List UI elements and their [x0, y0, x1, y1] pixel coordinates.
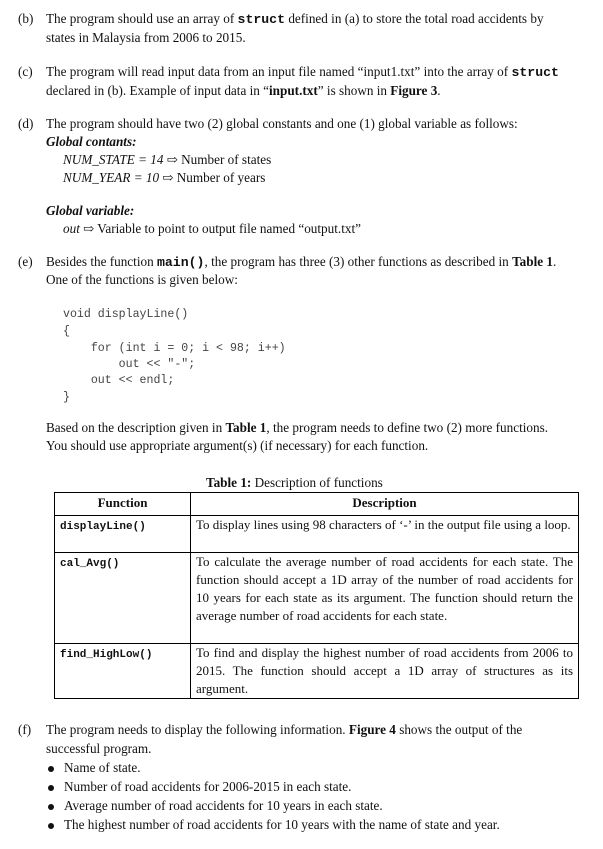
list-item: Average number of road accidents for 10 years in each state. [64, 798, 383, 813]
const-num-year: NUM_YEAR = 10 ⇨ Number of years [63, 170, 266, 185]
function-name: cal_Avg() [55, 553, 191, 644]
item-e-para1: Based on the description given in Table 1, the program needs to define two (2) more functions. [46, 420, 549, 435]
function-description: To display lines using 98 characters of ‘-’ in the output file using a loop. [191, 516, 579, 553]
item-b-line2: states in Malaysia from 2006 to 2015. [46, 30, 246, 45]
item-b-marker: (b) [18, 11, 34, 26]
bullet-icon [48, 766, 54, 772]
item-d-marker: (d) [18, 116, 34, 131]
item-c-marker: (c) [18, 64, 33, 79]
code-line: void displayLine() [63, 308, 189, 321]
arrow-right-icon: ⇨ [83, 221, 95, 236]
list-item: The highest number of road accidents for 10 years with the name of state and year. [64, 817, 500, 832]
struct-keyword: struct [511, 65, 559, 80]
code-line: out << "-"; [63, 358, 196, 371]
table-1-ref: Table 1 [225, 420, 267, 435]
bullet-icon [48, 804, 54, 810]
item-f-line2: successful program. [46, 741, 152, 756]
item-b-line1: The program should use an array of struct defined in (a) to store the total road accidents by [46, 11, 544, 27]
function-name: find_HighLow() [55, 644, 191, 699]
item-e-para2: You should use appropriate argument(s) (if necessary) for each function. [46, 438, 429, 453]
code-line: out << endl; [63, 374, 175, 387]
item-f-marker: (f) [18, 722, 32, 737]
input-filename: input.txt [269, 83, 318, 98]
item-d-line1: The program should have two (2) global constants and one (1) global variable as follows: [46, 116, 518, 131]
table-caption: Table 1: Description of functions [206, 475, 383, 490]
table-row [55, 516, 579, 553]
table-row [55, 553, 579, 644]
table-1-ref: Table 1 [512, 254, 553, 269]
arrow-right-icon: ⇨ [166, 152, 178, 167]
function-name: displayLine() [55, 516, 191, 553]
const-num-state: NUM_STATE = 14 ⇨ Number of states [63, 152, 272, 167]
header-function: Function [55, 493, 191, 516]
main-function: main() [156, 255, 205, 270]
code-line: { [63, 325, 70, 338]
functions-table [54, 492, 579, 699]
arrow-right-icon: ⇨ [162, 170, 174, 185]
item-e-line2: One of the functions is given below: [46, 272, 238, 287]
item-c-line2: declared in (b). Example of input data in “input.txt” is shown in Figure 3. [46, 83, 441, 98]
item-f-line1: The program needs to display the following information. Figure 4 shows the output of the [46, 722, 523, 737]
item-e-line1: Besides the function main(), the program has three (3) other functions as described in Table 1. [46, 254, 557, 270]
struct-keyword: struct [237, 12, 286, 27]
bullet-icon [48, 785, 54, 791]
table-row [55, 644, 579, 699]
list-item: Number of road accidents for 2006-2015 in each state. [64, 779, 352, 794]
code-line: } [63, 391, 70, 404]
item-e-marker: (e) [18, 254, 33, 269]
var-out: out ⇨ Variable to point to output file named “output.txt” [63, 221, 361, 236]
figure-3-ref: Figure 3 [390, 83, 438, 98]
list-item: Name of state. [64, 760, 141, 775]
bullet-icon [48, 823, 54, 829]
function-description: To calculate the average number of road accidents for each state. The function should accept a 1D array of the number of road accidents for 10 years for each state as its argument. The function should return the average number of road accidents for each state. [191, 553, 579, 644]
table-header-row [55, 493, 579, 516]
code-line: for (int i = 0; i < 98; i++) [63, 342, 286, 355]
global-constants-heading: Global contants: [46, 134, 137, 149]
figure-4-ref: Figure 4 [348, 722, 396, 737]
function-description: To find and display the highest number of road accidents from 2006 to 2015. The function should accept a 1D array of structures as its argument. [191, 644, 579, 699]
global-variable-heading: Global variable: [46, 203, 135, 218]
header-description: Description [191, 493, 579, 516]
item-c-line1: The program will read input data from an input file named “input1.txt” into the array of struct [46, 64, 559, 80]
